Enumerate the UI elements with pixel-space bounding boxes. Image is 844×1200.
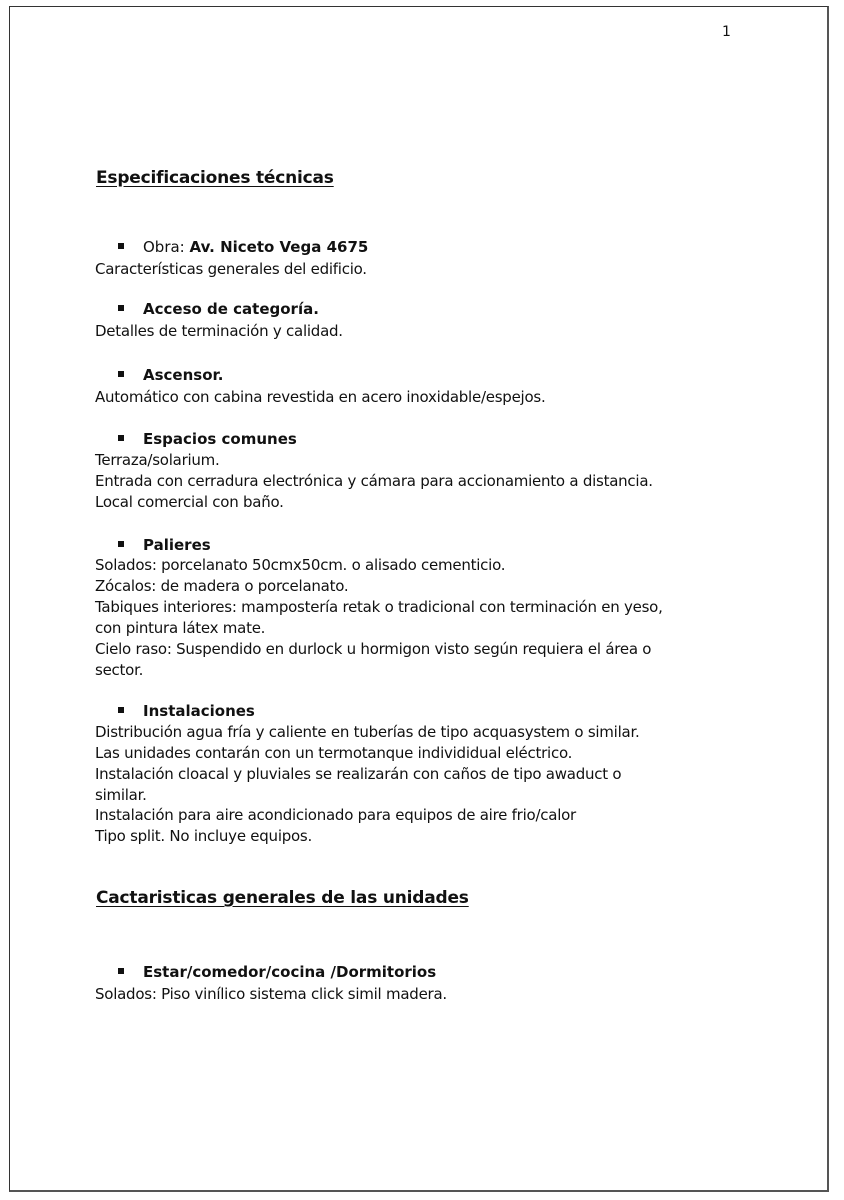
- palieres-line: Zócalos: de madera o porcelanato.: [95, 577, 349, 595]
- instalaciones-line: Instalación cloacal y pluviales se realizarán con caños de tipo awaduct o: [95, 765, 622, 783]
- acceso-text: Detalles de terminación y calidad.: [95, 322, 343, 340]
- palieres-line: Tabiques interiores: mampostería retak o tradicional con terminación en yeso,: [95, 598, 663, 616]
- instalaciones-line: Distribución agua fría y caliente en tuberías de tipo acquasystem o similar.: [95, 723, 640, 741]
- espacios-line: Local comercial con baño.: [95, 493, 284, 511]
- palieres-heading: Palieres: [143, 536, 211, 554]
- list-item-estar: [118, 963, 436, 981]
- ascensor-heading: Ascensor.: [143, 366, 224, 384]
- list-item-palieres: [118, 536, 211, 554]
- acceso-heading: Acceso de categoría.: [143, 300, 319, 318]
- palieres-line: Cielo raso: Suspendido en durlock u hormigon visto según requiera el área o: [95, 640, 652, 658]
- list-item-obra: [118, 238, 368, 256]
- bullet-icon: [118, 541, 124, 547]
- list-item-instalaciones: [118, 702, 255, 720]
- page-number: 1: [722, 24, 731, 40]
- estar-text: Solados: Piso vinílico sistema click simil madera.: [95, 985, 447, 1003]
- bullet-icon: [118, 305, 124, 311]
- palieres-line: Solados: porcelanato 50cmx50cm. o alisado cementicio.: [95, 556, 506, 574]
- bullet-icon: [118, 968, 124, 974]
- obra-label: Obra:: [143, 238, 190, 256]
- espacios-line: Terraza/solarium.: [95, 451, 220, 469]
- obra-text: Características generales del edificio.: [95, 260, 367, 278]
- list-item-ascensor: [118, 366, 223, 384]
- bullet-icon: [118, 707, 124, 713]
- instalaciones-heading: Instalaciones: [143, 702, 255, 720]
- bullet-icon: [118, 435, 124, 441]
- section-title-especificaciones: Especificaciones técnicas: [96, 168, 334, 188]
- espacios-line: Entrada con cerradura electrónica y cámara para accionamiento a distancia.: [95, 472, 653, 490]
- obra-address: Av. Niceto Vega 4675: [189, 238, 369, 256]
- instalaciones-line: Las unidades contarán con un termotanque individidual eléctrico.: [95, 744, 573, 762]
- section-title-unidades: Cactaristicas generales de las unidades: [96, 888, 469, 908]
- bullet-icon: [118, 371, 124, 377]
- bullet-icon: [118, 243, 124, 249]
- palieres-line: con pintura látex mate.: [95, 619, 266, 637]
- instalaciones-line: Tipo split. No incluye equipos.: [95, 827, 313, 845]
- list-item-espacios: [118, 430, 297, 448]
- estar-heading: Estar/comedor/cocina /Dormitorios: [143, 963, 437, 981]
- ascensor-text: Automático con cabina revestida en acero inoxidable/espejos.: [95, 388, 546, 406]
- espacios-heading: Espacios comunes: [143, 430, 297, 448]
- instalaciones-line: similar.: [95, 786, 147, 804]
- instalaciones-line: Instalación para aire acondicionado para equipos de aire frio/calor: [95, 806, 576, 824]
- palieres-line: sector.: [95, 661, 144, 679]
- list-item-acceso: [118, 300, 319, 318]
